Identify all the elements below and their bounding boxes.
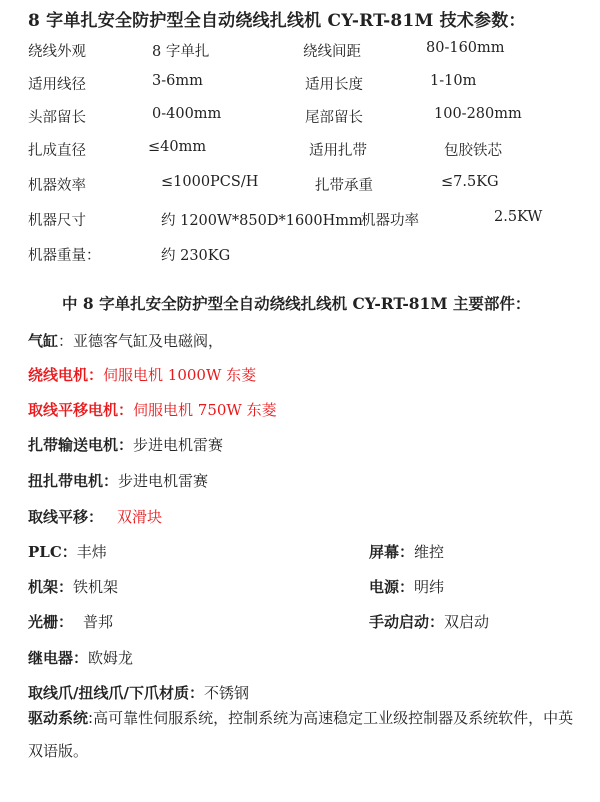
spec-row: [0, 73, 600, 97]
part-label: 气缸: [28, 332, 59, 350]
spec-value: 80-160mm: [426, 40, 505, 56]
spec-label: 绕线间距: [303, 44, 361, 60]
drive-text: :高可靠性伺服系统，控制系统为高速稳定工业级控制器及系统软件，中英双语版。: [28, 709, 574, 760]
part-label: 电源：: [369, 578, 415, 596]
spec-value: 2.5KW: [494, 209, 543, 225]
part-label: 手动启动：: [369, 613, 445, 631]
spec-label: 尾部留长: [305, 110, 363, 126]
spec-value: 3-6mm: [152, 73, 203, 89]
spec-row: [0, 139, 600, 163]
part-tie-feed-motor: [28, 434, 223, 455]
part-value: 维控: [414, 543, 445, 561]
part-label: 继电器：: [28, 649, 89, 667]
spec-label: 机器尺寸: [28, 213, 86, 229]
part-value: 双滑块: [117, 508, 163, 526]
spec-value: ≤1000PCS/H: [161, 174, 259, 190]
part-manual-start: [369, 611, 489, 632]
drive-label: 驱动系统: [28, 709, 89, 727]
spec-value: 约 1200W*850D*1600Hmm: [161, 213, 363, 229]
spec-value: 约 230KG: [161, 248, 231, 264]
part-value: 明纬: [414, 578, 445, 596]
spec-row: [0, 174, 600, 198]
parts-title: 中 8 字单扎安全防护型全自动绕线扎线机 CY-RT-81M 主要部件：: [62, 294, 531, 313]
part-take-move: [28, 506, 162, 527]
spec-label: 适用扎带: [309, 143, 367, 159]
spec-label: 扎成直径: [28, 143, 86, 159]
part-label: 扭扎带电机：: [28, 472, 119, 490]
spec-value: ≤7.5KG: [441, 174, 499, 190]
part-value: 步进电机雷赛: [118, 472, 209, 490]
spec-row: [0, 106, 600, 130]
part-label: PLC：: [28, 543, 77, 561]
part-winding-motor: [28, 364, 256, 385]
spec-label: 适用线径: [28, 77, 86, 93]
part-label: 光栅：: [28, 613, 74, 631]
part-value: 双启动: [444, 613, 490, 631]
part-label: 取线平移电机：: [28, 401, 134, 419]
part-relay: [28, 647, 133, 668]
spec-value: 8 字单扎: [152, 44, 210, 60]
part-value: 欧姆龙: [88, 649, 134, 667]
part-value: 步进电机雷赛: [133, 436, 224, 454]
part-cylinder: [28, 330, 223, 351]
part-value: 伺服电机 1000W 东菱: [103, 366, 257, 384]
part-power: [369, 576, 444, 597]
spec-label: 机器重量：: [28, 248, 101, 264]
part-value: 伺服电机 750W 东菱: [133, 401, 277, 419]
spec-value: 包胶铁芯: [444, 143, 502, 159]
part-label: 机架：: [28, 578, 74, 596]
spec-value: 1-10m: [430, 73, 477, 89]
spec-label: 适用长度: [305, 77, 363, 93]
part-frame: [28, 576, 118, 597]
part-plc: [28, 541, 107, 562]
part-take-motor: [28, 399, 277, 420]
spec-value: ≤40mm: [148, 139, 207, 155]
drive-system: [28, 702, 588, 768]
part-value: 不锈钢: [203, 684, 249, 702]
part-label: 取线平移：: [28, 508, 104, 526]
spec-label: 扎带承重: [315, 178, 373, 194]
part-value: 普邦: [83, 613, 114, 631]
part-claw-material: [28, 682, 249, 703]
spec-row: [0, 209, 600, 233]
part-label: 绕线电机：: [28, 366, 104, 384]
spec-label: 机器功率: [361, 213, 419, 229]
spec-label: 机器效率: [28, 178, 86, 194]
part-value: ：亚德客气缸及电磁阀，: [58, 332, 224, 350]
spec-row: [0, 244, 600, 268]
spec-value: 0-400mm: [152, 106, 222, 122]
part-value: 丰炜: [76, 543, 107, 561]
part-twist-motor: [28, 470, 208, 491]
part-value: 铁机架: [73, 578, 119, 596]
part-label: 取线爪/扭线爪/下爪材质：: [28, 684, 204, 702]
spec-value: 100-280mm: [434, 106, 522, 122]
part-label: 扎带输送电机：: [28, 436, 134, 454]
spec-title: 8 字单扎安全防护型全自动绕线扎线机 CY-RT-81M 技术参数：: [28, 11, 526, 31]
part-grating: [28, 611, 113, 632]
spec-label: 头部留长: [28, 110, 86, 126]
part-label: 屏幕：: [369, 543, 415, 561]
spec-label: 绕线外观: [28, 44, 86, 60]
spec-row: [0, 40, 600, 64]
part-screen: [369, 541, 444, 562]
